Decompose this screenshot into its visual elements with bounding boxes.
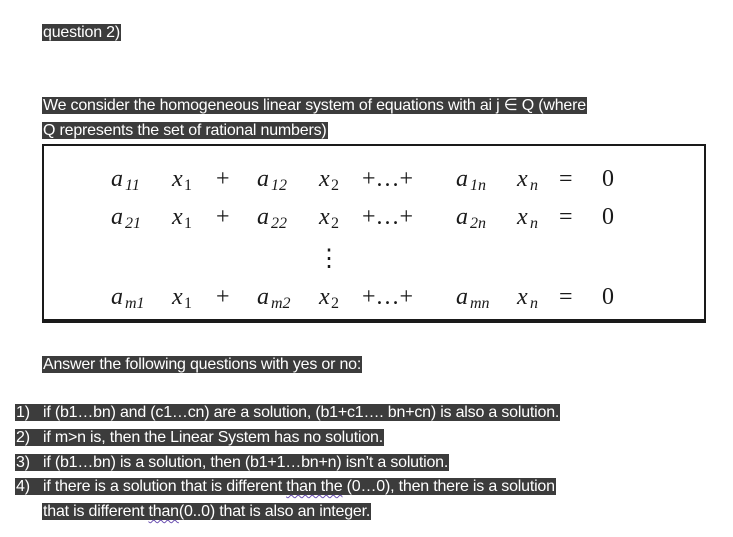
coef-sub: 1n	[470, 177, 486, 194]
spellcheck-underlined-text: than the	[286, 478, 343, 495]
ellipsis-plus: +…+	[362, 284, 414, 310]
question-number-text: 3)	[16, 454, 30, 471]
question-text-a: if there is a solution that is different	[43, 478, 287, 495]
intro-line-1	[42, 96, 587, 115]
var-x: x	[319, 166, 330, 192]
ellipsis-plus: +…+	[362, 166, 414, 192]
var-x: x	[319, 204, 330, 230]
coef-sub: 12	[271, 177, 287, 194]
var-sub: 2	[331, 215, 339, 232]
coef-sub: 22	[271, 215, 287, 232]
coef-a: a	[456, 204, 468, 230]
equation-row-m	[111, 284, 614, 312]
var-sub: 1	[184, 177, 192, 194]
question-3	[15, 453, 449, 472]
coef-a: a	[111, 166, 123, 192]
question-number	[15, 404, 560, 421]
var-x: x	[517, 284, 528, 310]
intro-text-1: We consider the homogeneous linear system of equations with ai j ∈ Q (where	[43, 97, 586, 114]
spellcheck-underlined-text: than	[148, 503, 179, 520]
var-sub: n	[530, 295, 538, 312]
heading-text: question 2)	[43, 24, 120, 41]
coef-a: a	[257, 284, 269, 310]
prompt	[42, 355, 362, 374]
ellipsis-plus: +…+	[362, 204, 414, 230]
var-x: x	[319, 284, 330, 310]
intro-text-2: Q represents the set of rational numbers)	[43, 122, 327, 139]
plus-sign: +	[216, 284, 230, 310]
rhs-zero: 0	[602, 204, 614, 230]
question-4-continued	[42, 502, 371, 521]
intro-line-2	[42, 121, 328, 140]
var-x: x	[517, 166, 528, 192]
var-sub: 2	[331, 295, 339, 312]
question-number	[15, 454, 449, 471]
coef-a: a	[257, 166, 269, 192]
question-number	[15, 429, 384, 446]
equals-sign: =	[559, 204, 573, 230]
question-text: if m>n is, then the Linear System has no solution.	[43, 429, 383, 446]
vertical-ellipsis: ⋮	[317, 246, 341, 272]
equals-sign: =	[559, 284, 573, 310]
equation-system-box	[42, 144, 706, 323]
coef-a: a	[111, 284, 123, 310]
question-number-text: 4)	[16, 478, 30, 495]
var-sub: 1	[184, 295, 192, 312]
question-cont-a: that is different	[43, 503, 149, 520]
var-x: x	[172, 166, 183, 192]
coef-sub: 2n	[470, 215, 486, 232]
question-cont-b: (0..0) that is also an integer.	[178, 503, 371, 520]
question-number	[15, 478, 556, 495]
coef-a: a	[456, 284, 468, 310]
coef-sub: m2	[271, 295, 291, 312]
coef-a: a	[257, 204, 269, 230]
var-x: x	[517, 204, 528, 230]
coef-sub: m1	[125, 295, 145, 312]
plus-sign: +	[216, 204, 230, 230]
plus-sign: +	[216, 166, 230, 192]
coef-a: a	[456, 166, 468, 192]
var-x: x	[172, 284, 183, 310]
coef-sub: 21	[125, 215, 141, 232]
rhs-zero: 0	[602, 166, 614, 192]
prompt-text: Answer the following questions with yes or no:	[43, 356, 362, 373]
equals-sign: =	[559, 166, 573, 192]
equation-system	[44, 146, 704, 319]
var-sub: 2	[331, 177, 339, 194]
question-2	[15, 428, 384, 447]
equation-row-1	[111, 166, 614, 194]
question-number-text: 2)	[16, 429, 30, 446]
question-text-continued	[42, 503, 371, 520]
var-x: x	[172, 204, 183, 230]
heading	[42, 23, 121, 42]
question-1	[15, 403, 560, 422]
question-4	[15, 477, 556, 496]
question-number-text: 1)	[16, 404, 30, 421]
equation-row-2	[111, 204, 614, 232]
var-sub: n	[530, 215, 538, 232]
var-sub: n	[530, 177, 538, 194]
question-text-b: (0…0), then there is a solution	[342, 478, 555, 495]
coef-sub: 11	[125, 177, 140, 194]
rhs-zero: 0	[602, 284, 614, 310]
var-sub: 1	[184, 215, 192, 232]
question-text: if (b1…bn) and (c1…cn) are a solution, (b1+c1…. bn+cn) is also a solution.	[43, 404, 560, 421]
coef-sub: mn	[470, 295, 490, 312]
coef-a: a	[111, 204, 123, 230]
question-text: if (b1…bn) is a solution, then (b1+1…bn+n) isn’t a solution.	[43, 454, 449, 471]
